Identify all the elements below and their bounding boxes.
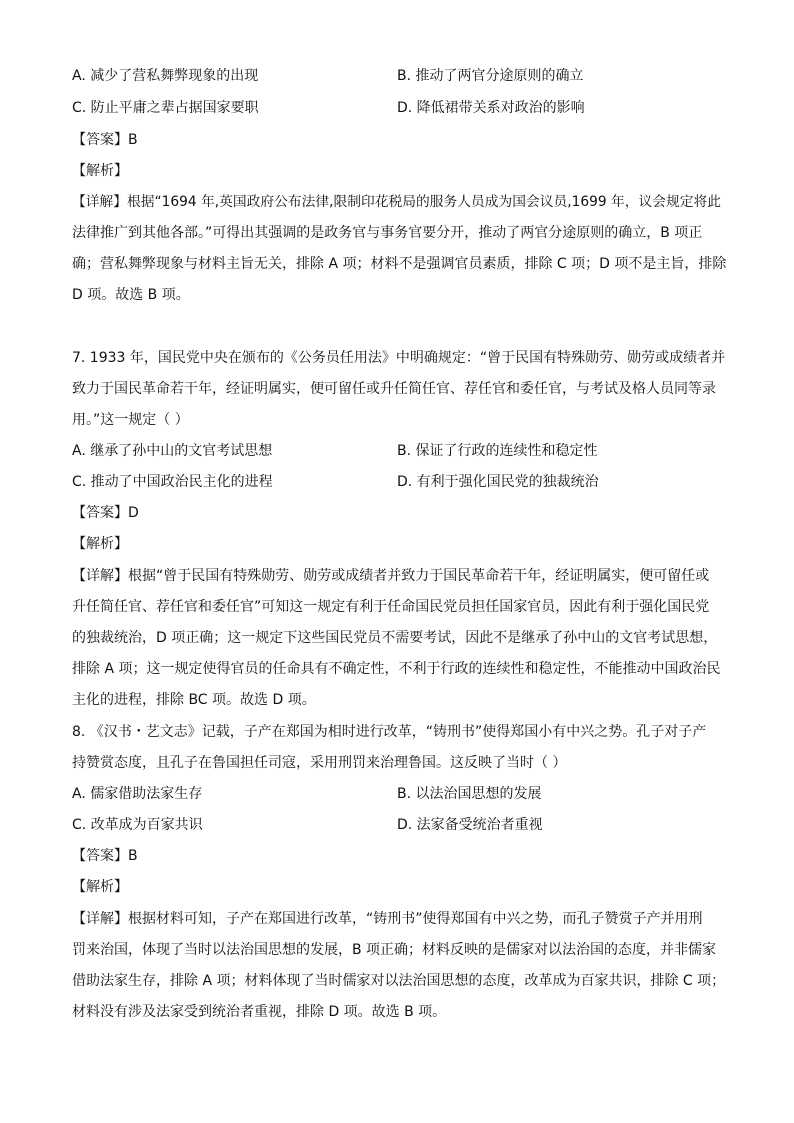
q7-detail-line: 升任简任官、荐任官和委任官”可知这一规定有利于任命国民党员担任国家官员，因此有利于强化国民党 <box>72 599 710 615</box>
q8-detail-line: 材料没有涉及法家受到统治者重视，排除 D 项。故选 B 项。 <box>72 1004 447 1020</box>
q8-option-a: A. 儒家借助法家生存 <box>72 786 203 802</box>
q6-option-c: C. 防止平庸之辈占据国家要职 <box>72 100 259 116</box>
q8-option-b: B. 以法治国思想的发展 <box>397 786 542 802</box>
q8-analysis-heading: 【解析】 <box>72 879 128 895</box>
q7-analysis-heading: 【解析】 <box>72 536 128 552</box>
q6-detail-line: D 项。故选 B 项。 <box>72 287 190 303</box>
q7-detail-line: 【详解】根据“曾于民国有特殊勋劳、勋劳或成绩者并致力于国民革命若干年，经证明属实，便可留任或 <box>72 568 710 584</box>
q7-stem-line: 用。”这一规定（ ） <box>72 412 189 428</box>
q6-analysis-heading: 【解析】 <box>72 163 128 179</box>
q7-detail-line: 排除 A 项；这一规定使得官员的任命具有不确定性，不利于行政的连续性和稳定性，不能推动中国政治民 <box>72 661 721 677</box>
q7-option-c: C. 推动了中国政治民主化的进程 <box>72 474 273 490</box>
q8-option-c: C. 改革成为百家共识 <box>72 817 203 833</box>
q7-option-a: A. 继承了孙中山的文官考试思想 <box>72 443 273 459</box>
q8-option-d: D. 法家备受统治者重视 <box>397 817 543 833</box>
q6-detail-line: 法律推广到其他各部。”可得出其强调的是政务官与事务官要分开，推动了两官分途原则的确立，B 项正 <box>72 225 703 241</box>
q7-answer: 【答案】D <box>72 505 139 521</box>
q6-answer: 【答案】B <box>72 132 138 148</box>
q6-detail-line: 确；营私舞弊现象与材料主旨无关，排除 A 项；材料不是强调官员素质，排除 C 项；D 项不是主旨，排除 <box>72 256 727 272</box>
q6-option-d: D. 降低裙带关系对政治的影响 <box>397 100 585 116</box>
q7-stem-line: 致力于国民革命若干年，经证明属实，便可留任或升任简任官、荐任官和委任官，与考试及格人员同等录 <box>72 381 716 397</box>
q8-answer: 【答案】B <box>72 848 138 864</box>
q8-detail-line: 借助法家生存，排除 A 项；材料体现了当时儒家对以法治国思想的态度，改革成为百家共识，排除 C 项； <box>72 973 726 989</box>
q6-option-b: B. 推动了两官分途原则的确立 <box>397 68 584 84</box>
q7-option-d: D. 有利于强化国民党的独裁统治 <box>397 474 599 490</box>
q8-detail-line: 罚来治国，体现了当时以法治国思想的发展，B 项正确；材料反映的是儒家对以法治国的态度，并非儒家 <box>72 942 717 958</box>
q8-detail-line: 【详解】根据材料可知，子产在郑国进行改革，“铸刑书”使得郑国有中兴之势，而孔子赞赏子产并用刑 <box>72 911 703 927</box>
q8-stem-line: 8. 《汉书・艺文志》记载，子产在郑国为相时进行改革，“铸刑书”使得郑国小有中兴之势。孔子对子产 <box>72 724 707 740</box>
q6-detail-line: 【详解】根据“1694 年,英国政府公布法律,限制印花税局的服务人员成为国会议员,1699 年，议会规定将此 <box>72 194 721 210</box>
q7-option-b: B. 保证了行政的连续性和稳定性 <box>397 443 598 459</box>
q7-detail-line: 的独裁统治，D 项正确；这一规定下这些国民党员不需要考试，因此不是继承了孙中山的文官考试思想， <box>72 630 718 646</box>
q7-detail-line: 主化的进程，排除 BC 项。故选 D 项。 <box>72 692 316 708</box>
q7-stem-line: 7. 1933 年，国民党中央在颁布的《公务员任用法》中明确规定：“曾于民国有特殊勋劳、勋劳或成绩者并 <box>72 350 726 366</box>
q8-stem-line: 持赞赏态度，且孔子在鲁国担任司寇，采用刑罚来治理鲁国。这反映了当时（ ） <box>72 755 567 771</box>
q6-option-a: A. 减少了营私舞弊现象的出现 <box>72 68 259 84</box>
